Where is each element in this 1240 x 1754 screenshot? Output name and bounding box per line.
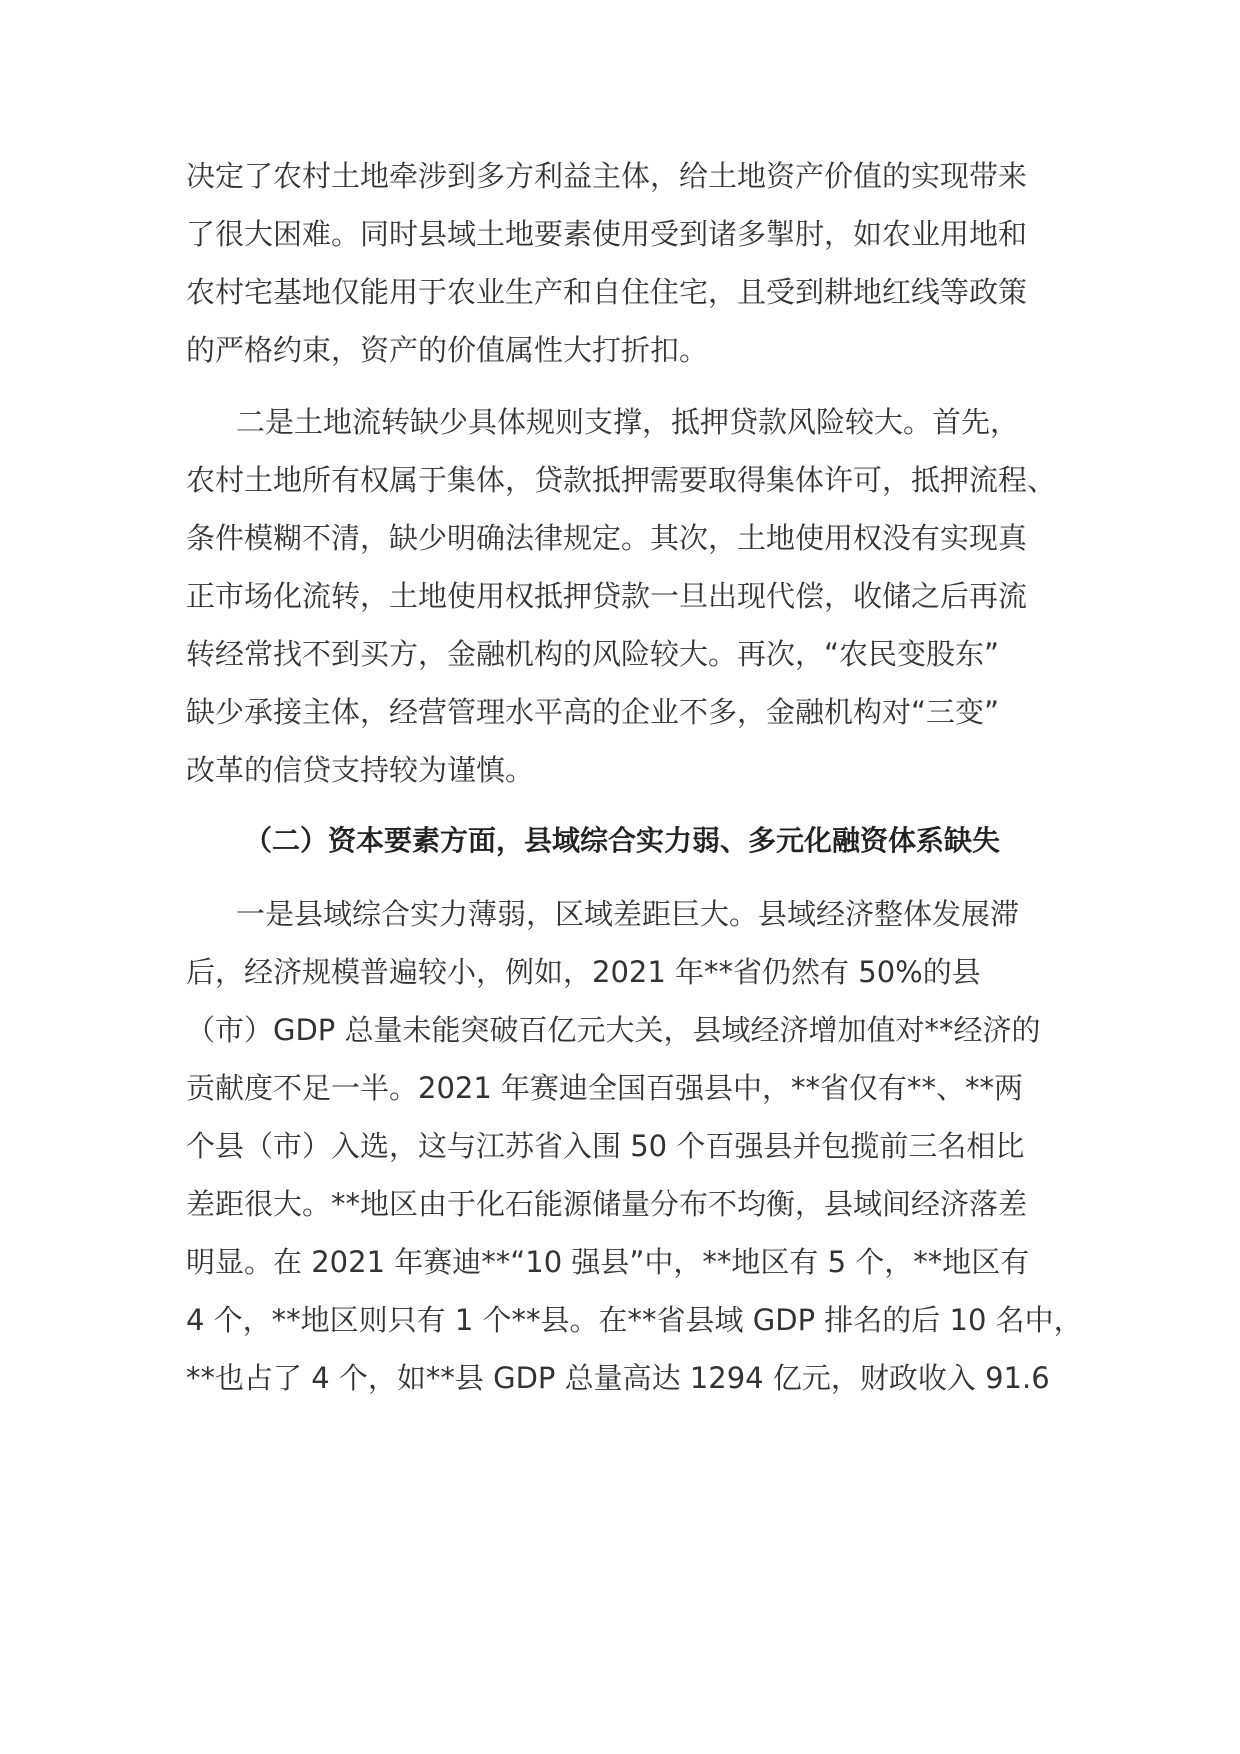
paragraph-line: 一是县域综合实力薄弱，区域差距巨大。县域经济整体发展滞 — [236, 897, 1020, 931]
paragraph-line: 农村宅基地仅能用于农业生产和自住住宅，且受到耕地红线等政策 — [186, 275, 1028, 309]
paragraph-line: 贡献度不足一半。2021 年赛迪全国百强县中，**省仅有**、**两 — [186, 1071, 1024, 1105]
paragraph-line: 了很大困难。同时县域土地要素使用受到诸多掣肘，如农业用地和 — [186, 217, 1028, 251]
paragraph-line: 决定了农村土地牵涉到多方利益主体，给土地资产价值的实现带来 — [186, 159, 1028, 193]
paragraph-line: 条件模糊不清，缺少明确法律规定。其次，土地使用权没有实现真 — [186, 521, 1028, 555]
paragraph-line: 农村土地所有权属于集体，贷款抵押需要取得集体许可，抵押流程、 — [186, 463, 1057, 497]
paragraph-line: 转经常找不到买方，金融机构的风险较大。再次，“农民变股东” — [186, 637, 1000, 671]
paragraph-line: 差距很大。**地区由于化石能源储量分布不均衡，县域间经济落差 — [186, 1187, 1028, 1221]
paragraph-line: 明显。在 2021 年赛迪**“10 强县”中，**地区有 5 个，**地区有 — [186, 1245, 1030, 1279]
paragraph-line: 的严格约束，资产的价值属性大打折扣。 — [186, 333, 709, 367]
paragraph-line: （市）GDP 总量未能突破百亿元大关，县域经济增加值对**经济的 — [186, 1013, 1041, 1047]
paragraph-line: 4 个，**地区则只有 1 个**县。在**省县域 GDP 排名的后 10 名中， — [186, 1303, 1083, 1337]
paragraph-line: 缺少承接主体，经营管理水平高的企业不多，金融机构对“三变” — [186, 695, 1000, 729]
paragraph-line: 二是土地流转缺少具体规则支撑，抵押贷款风险较大。首先， — [236, 405, 1020, 439]
paragraph-line: 改革的信贷支持较为谨慎。 — [186, 753, 535, 787]
paragraph-line: **也占了 4 个，如**县 GDP 总量高达 1294 亿元，财政收入 91.6 — [186, 1361, 1050, 1395]
paragraph-line: 个县（市）入选，这与江苏省入围 50 个百强县并包揽前三名相比 — [186, 1129, 1025, 1163]
paragraph-line: 后，经济规模普遍较小，例如，2021 年**省仍然有 50%的县 — [186, 955, 981, 989]
paragraph-line: 正市场化流转，土地使用权抵押贷款一旦出现代偿，收储之后再流 — [186, 579, 1028, 613]
section-heading: （二）资本要素方面，县域综合实力弱、多元化融资体系缺失 — [244, 824, 1001, 857]
